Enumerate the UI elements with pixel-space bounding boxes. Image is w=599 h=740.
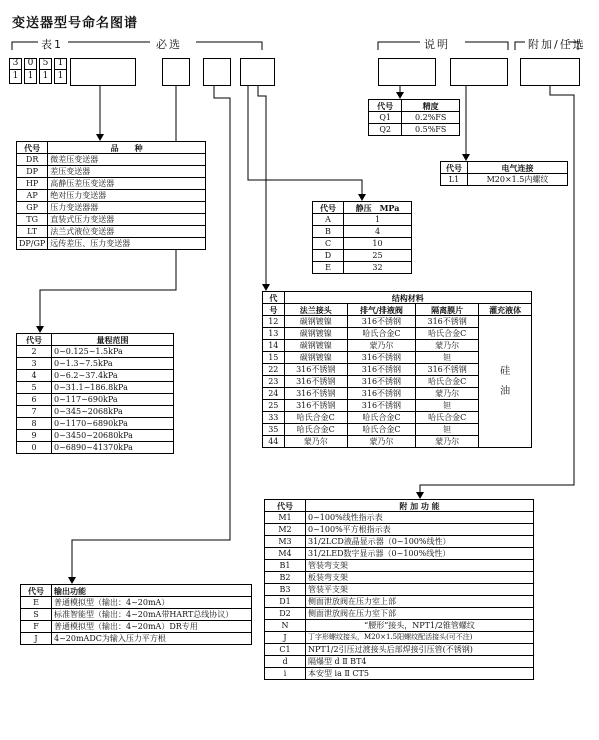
table-row [263, 292, 532, 304]
table-cell: 标准智能型（输出：4~20mA带HART总线协议） [52, 609, 252, 621]
table-cell: 316不锈钢 [347, 364, 415, 376]
table-row [17, 178, 206, 190]
table-row [17, 154, 206, 166]
table-cell: AP [17, 190, 48, 202]
table-cell: 35 [263, 424, 285, 436]
table-header-cell: 量程范围 [52, 334, 174, 346]
header-table1: 表1 [41, 38, 63, 51]
table-row [17, 226, 206, 238]
table-cell: 蒙乃尔 [416, 436, 479, 448]
table-row [21, 621, 252, 633]
table-cell: 316不锈钢 [284, 400, 347, 412]
table-header-cell: 结构材料 [284, 292, 531, 304]
table-row [313, 238, 412, 250]
table-header-cell: 号 [263, 304, 285, 316]
table-cell: 316不锈钢 [284, 388, 347, 400]
table-cell: 高静压差压变送器 [48, 178, 206, 190]
table-cell: 316不锈钢 [416, 316, 479, 328]
table-cell: 管装弯支架 [306, 560, 534, 572]
table-cell: 差压变送器 [48, 166, 206, 178]
table-row [313, 250, 412, 262]
table-cell: J [265, 632, 306, 644]
table-cell: 9 [17, 430, 52, 442]
table-cell: E [21, 597, 52, 609]
table-row [265, 608, 534, 620]
table-row [265, 560, 534, 572]
table-cell: 蒙乃尔 [347, 340, 415, 352]
table-cell: N [265, 620, 306, 632]
table-cell: C [313, 238, 344, 250]
table-cell: 隔爆型 d Ⅱ BT4 [306, 656, 534, 668]
table-header-cell: 代号 [17, 142, 48, 154]
table-cell: “腰形”接头，NPT1/2锥管螺纹 [306, 620, 534, 632]
table-header-cell: 代号 [441, 162, 468, 174]
table-header-cell: 代号 [17, 334, 52, 346]
table-row [265, 596, 534, 608]
table-header-cell: 隔离膜片 [416, 304, 479, 316]
table-header-cell: 法兰接头 [284, 304, 347, 316]
table-row [17, 394, 174, 406]
table-row [265, 536, 534, 548]
table-cell: J [21, 633, 52, 645]
table-cell: 3 [17, 358, 52, 370]
table-cell: 微差压变送器 [48, 154, 206, 166]
table-row [265, 632, 534, 644]
table-row [263, 304, 532, 316]
table-cell: 6 [17, 394, 52, 406]
table-cell: 23 [263, 376, 285, 388]
table-cell: 316不锈钢 [347, 388, 415, 400]
variety-table [16, 141, 206, 250]
table-header-cell: 代号 [21, 585, 52, 597]
table-cell: D1 [265, 596, 306, 608]
table-row [17, 214, 206, 226]
table-cell: D2 [265, 608, 306, 620]
table-cell: 远传差压、压力变送器 [48, 238, 206, 250]
table-header-cell: 代号 [369, 100, 402, 112]
table-row [313, 262, 412, 274]
table-row [17, 418, 174, 430]
additional-table [264, 499, 534, 680]
table-cell: 直装式压力变送器 [48, 214, 206, 226]
table-cell: 5 [17, 382, 52, 394]
table-cell: 25 [344, 250, 412, 262]
table-cell: 普通模拟型（输出：4~20mA）DR专用 [52, 621, 252, 633]
model-digit: 5 1 [39, 58, 52, 84]
table-cell: 0.2%FS [402, 112, 460, 124]
table-cell: 本安型 ia Ⅱ CT5 [306, 668, 534, 680]
table-row [17, 406, 174, 418]
table-row [21, 609, 252, 621]
select-box-output [203, 58, 231, 86]
table-header-cell: 输出功能 [52, 585, 252, 597]
header-notes: 说明 [424, 38, 450, 51]
table-row [21, 585, 252, 597]
table-cell: 316不锈钢 [347, 400, 415, 412]
table-header-cell: 附 加 功 能 [306, 500, 534, 512]
table-cell: 32 [344, 262, 412, 274]
table-row [265, 668, 534, 680]
table-cell: 2 [17, 346, 52, 358]
table-cell: DP [17, 166, 48, 178]
table-cell: 33 [263, 412, 285, 424]
table-cell: M3 [265, 536, 306, 548]
table-row [265, 548, 534, 560]
model-digit: 3 1 [9, 58, 22, 84]
table-cell: 8 [17, 418, 52, 430]
table-cell: D [313, 250, 344, 262]
select-box-electric [450, 58, 508, 86]
table-row [263, 316, 532, 328]
table-cell: 0~100%线性指示表 [306, 512, 534, 524]
table-cell: 丁字形螺纹接头，M20×1.5阳螺纹配活接头(可不注) [306, 632, 534, 644]
table-row [313, 202, 412, 214]
table-header-cell: 代号 [313, 202, 344, 214]
table-row [17, 334, 174, 346]
table-cell: 哈氏合金C [347, 412, 415, 424]
select-box-range [162, 58, 190, 86]
table-row [265, 572, 534, 584]
table-cell: 哈氏合金C [347, 328, 415, 340]
table-cell: 0~1170~6890kPa [52, 418, 174, 430]
table-cell: 31/2LED数字显示器（0~100%线性） [306, 548, 534, 560]
table-cell: 316不锈钢 [284, 364, 347, 376]
table-cell: 316不锈钢 [347, 376, 415, 388]
table-cell: 蒙乃尔 [416, 388, 479, 400]
table-row [17, 358, 174, 370]
table-cell: 0~1.3~7.5kPa [52, 358, 174, 370]
table-cell: 管装平支架 [306, 584, 534, 596]
table-cell: 哈氏合金C [347, 424, 415, 436]
table-row [369, 112, 460, 124]
table-row [21, 633, 252, 645]
table-cell: M2 [265, 524, 306, 536]
select-box-additional [520, 58, 580, 86]
select-box-static-structure [240, 58, 275, 86]
table-cell: 哈氏合金C [416, 328, 479, 340]
select-box-accuracy [378, 58, 436, 86]
table-cell: 法兰式液位变送器 [48, 226, 206, 238]
table-cell: 22 [263, 364, 285, 376]
page-title: 变送器型号命名图谱 [12, 16, 139, 31]
table-cell: C1 [265, 644, 306, 656]
model-digit: 1 1 [54, 58, 67, 84]
table-row [265, 620, 534, 632]
fill-liquid-cell: 硅 油 [479, 316, 532, 448]
table-cell: 碳钢镀镍 [284, 328, 347, 340]
table-cell: 0~345~2068kPa [52, 406, 174, 418]
table-cell: 压力变送器器 [48, 202, 206, 214]
table-cell: 316不锈钢 [347, 316, 415, 328]
table-cell: B2 [265, 572, 306, 584]
table-cell: Q2 [369, 124, 402, 136]
table-cell: 绝对压力变送器 [48, 190, 206, 202]
table-cell: 14 [263, 340, 285, 352]
table-cell: 0~100%平方根指示表 [306, 524, 534, 536]
table-cell: 板装弯支架 [306, 572, 534, 584]
table-cell: 钽 [416, 424, 479, 436]
table-cell: M4 [265, 548, 306, 560]
table-cell: 0.5%FS [402, 124, 460, 136]
table-cell: d [265, 656, 306, 668]
table-cell: 0~117~690kPa [52, 394, 174, 406]
table-cell: 0~31.1~186.8kPa [52, 382, 174, 394]
table-cell: 4~20mADC为输入压力平方根 [52, 633, 252, 645]
table-header-cell: 静压 MPa [344, 202, 412, 214]
table-header-cell: 精度 [402, 100, 460, 112]
table-cell: Q1 [369, 112, 402, 124]
table-row [265, 512, 534, 524]
table-row [441, 162, 568, 174]
table-cell: 碳钢镀镍 [284, 316, 347, 328]
table-row [441, 174, 568, 186]
table-row [313, 214, 412, 226]
table-header-cell: 代 [263, 292, 285, 304]
accuracy-table [368, 99, 460, 136]
table-cell: 316不锈钢 [284, 376, 347, 388]
table-cell: 7 [17, 406, 52, 418]
table-row [265, 656, 534, 668]
table-cell: HP [17, 178, 48, 190]
table-cell: TG [17, 214, 48, 226]
table-cell: 碳钢镀镍 [284, 352, 347, 364]
table-row [265, 524, 534, 536]
table-cell: NPT1/2引压过渡接头后部焊接引压管(不锈钢) [306, 644, 534, 656]
table-cell: 13 [263, 328, 285, 340]
table-cell: 25 [263, 400, 285, 412]
table-cell: B [313, 226, 344, 238]
table-row [17, 202, 206, 214]
table-cell: 24 [263, 388, 285, 400]
table-row [313, 226, 412, 238]
table-cell: E [313, 262, 344, 274]
table-row [17, 238, 206, 250]
header-required: 必选 [156, 38, 182, 51]
table-cell: 钽 [416, 352, 479, 364]
table-row [17, 190, 206, 202]
table-cell: A [313, 214, 344, 226]
table-cell: 钽 [416, 400, 479, 412]
table-cell: 哈氏合金C [284, 424, 347, 436]
table-cell: 0 [17, 442, 52, 454]
table-cell: 侧面泄放阀在压力室上部 [306, 596, 534, 608]
table-cell: 侧面泄放阀在压力室下部 [306, 608, 534, 620]
table-row [17, 382, 174, 394]
table-cell: M1 [265, 512, 306, 524]
table-header-cell: 排气/排液阀 [347, 304, 415, 316]
table-row [17, 346, 174, 358]
table-cell: 0~0.125~1.5kPa [52, 346, 174, 358]
table-cell: 蒙乃尔 [416, 340, 479, 352]
table-row [17, 370, 174, 382]
table-cell: B1 [265, 560, 306, 572]
table-cell: 普通模拟型（输出：4~20mA） [52, 597, 252, 609]
table-row [369, 124, 460, 136]
table-cell: S [21, 609, 52, 621]
table-row [17, 430, 174, 442]
table-cell: 蒙乃尔 [347, 436, 415, 448]
table-cell: 蒙乃尔 [284, 436, 347, 448]
table-header-cell: 品 种 [48, 142, 206, 154]
electric-table [440, 161, 568, 186]
model-digit: 0 1 [24, 58, 37, 84]
table-cell: GP [17, 202, 48, 214]
table-header-cell: 代号 [265, 500, 306, 512]
table-cell: M20×1.5内螺纹 [468, 174, 568, 186]
table-cell: 碳钢镀镍 [284, 340, 347, 352]
table-cell: 4 [344, 226, 412, 238]
table-cell: DP/GP [17, 238, 48, 250]
table-cell: 哈氏合金C [416, 412, 479, 424]
table-cell: B3 [265, 584, 306, 596]
table-cell: 哈氏合金C [416, 376, 479, 388]
table-row [17, 166, 206, 178]
table-cell: 15 [263, 352, 285, 364]
table-row [17, 142, 206, 154]
table-cell: 哈氏合金C [284, 412, 347, 424]
table-cell: 10 [344, 238, 412, 250]
table-cell: 0~6.2~37.4kPa [52, 370, 174, 382]
structure-table [262, 291, 532, 448]
table-row [17, 442, 174, 454]
table-cell: 0~6890~41370kPa [52, 442, 174, 454]
table-cell: 4 [17, 370, 52, 382]
table-cell: 12 [263, 316, 285, 328]
select-box-variety [70, 58, 136, 86]
table-cell: 44 [263, 436, 285, 448]
header-optional: 附加/任选 [528, 38, 586, 51]
table-cell: 316不锈钢 [416, 364, 479, 376]
static-pressure-table [312, 201, 412, 274]
table-header-cell: 电气连接 [468, 162, 568, 174]
table-cell: 316不锈钢 [347, 352, 415, 364]
table-cell: 31/2LCD液晶显示器（0~100%线性） [306, 536, 534, 548]
table-cell: L1 [441, 174, 468, 186]
table-cell: LT [17, 226, 48, 238]
table-cell: i [265, 668, 306, 680]
table-cell: 0~3450~20680kPa [52, 430, 174, 442]
range-table [16, 333, 174, 454]
table-header-cell: 灌充液体 [479, 304, 532, 316]
table-row [265, 644, 534, 656]
table-cell: 1 [344, 214, 412, 226]
table-row [21, 597, 252, 609]
table-cell: F [21, 621, 52, 633]
output-table [20, 584, 252, 645]
table-row [265, 500, 534, 512]
table-row [369, 100, 460, 112]
table-row [265, 584, 534, 596]
table-cell: DR [17, 154, 48, 166]
